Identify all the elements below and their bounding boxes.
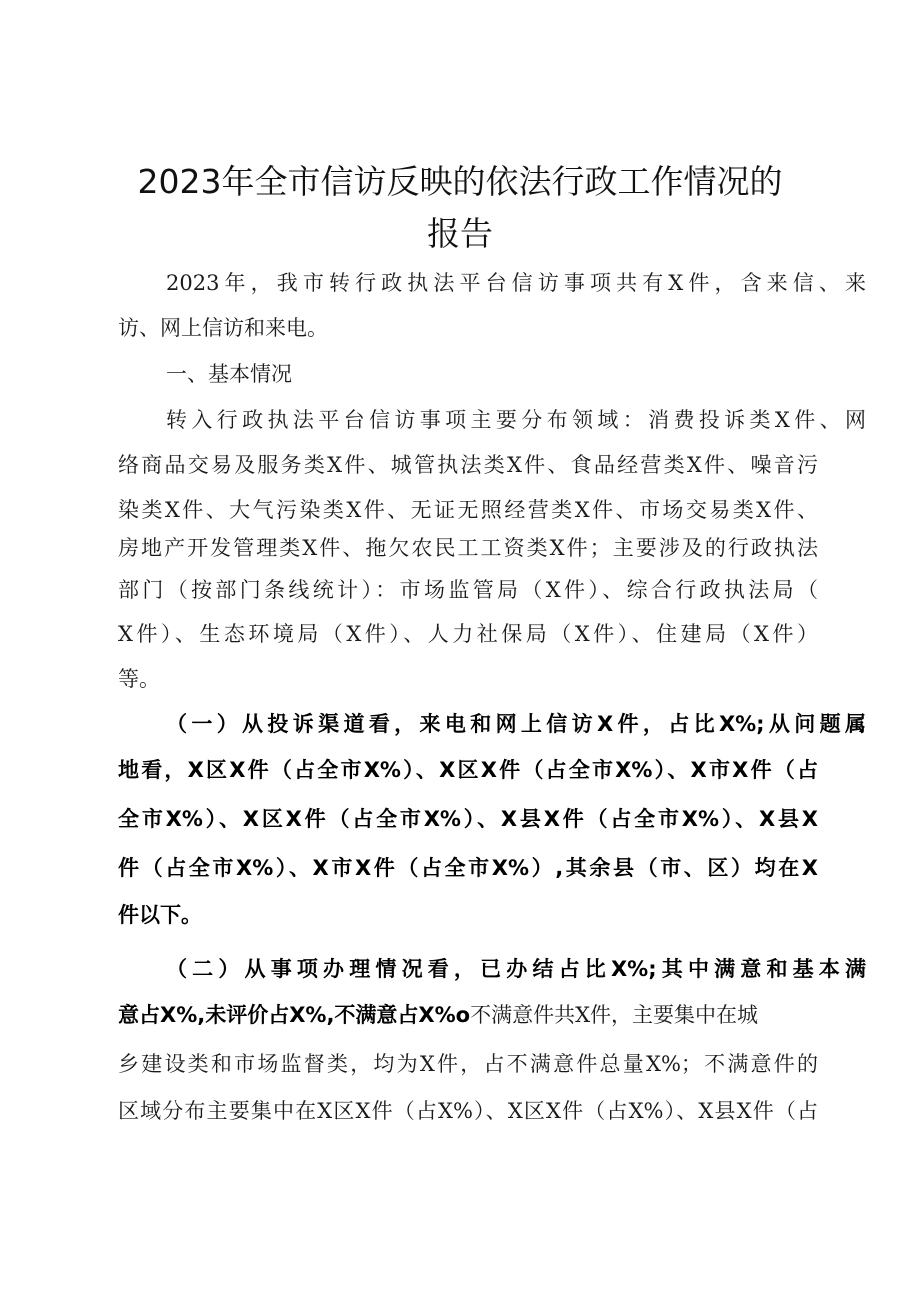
document-title-line-1: 2023年全市信访反映的依法行政工作情况的: [137, 162, 783, 201]
sub2-line-2-normal: 不满意件共X件，主要集中在城: [470, 1003, 759, 1027]
basic-line-2: 络商品交易及服务类X件、城管执法类X件、食品经营类X件、噪音污: [118, 453, 818, 477]
basic-line-1: 转入行政执法平台信访事项主要分布领域：消费投诉类X件、网: [166, 408, 866, 432]
sub2-line-2-bold: 意占X%,未评价占X%,不满意占X%o: [118, 1003, 471, 1027]
sub1-line-5: 件以下。: [118, 903, 202, 927]
sub1-line-4: 件（占全市X%）、X市X件（占全市X%）,其余县（市、区）均在X: [118, 856, 818, 880]
sub2-line-3: 乡建设类和市场监督类，均为X件，占不满意件总量X%；不满意件的: [118, 1052, 818, 1076]
basic-line-4: 房地产开发管理类X件、拖欠农民工工资类X件；主要涉及的行政执法: [118, 536, 818, 560]
sub2-line-4: 区域分布主要集中在X区X件（占X%）、X区X件（占X%）、X县X件（占: [118, 1099, 818, 1123]
basic-line-6: X件）、生态环境局（X件）、人力社保局（X件）、住建局（X件）: [118, 622, 818, 646]
sub2-line-2: [118, 1000, 818, 1030]
basic-line-5: 部门（按部门条线统计）：市场监管局（X件）、综合行政执法局（: [118, 578, 818, 602]
document-title-line-2: 报告: [427, 214, 493, 253]
intro-line-2: 访、网上信访和来电。: [118, 316, 328, 340]
sub1-line-2: 地看，X区X件（占全市X%）、X区X件（占全市X%）、X市X件（占: [118, 758, 818, 782]
intro-line-1: 2023年，我市转行政执法平台信访事项共有X件，含来信、来: [166, 271, 866, 295]
sub2-line-1: （二）从事项办理情况看，已办结占比X%;其中满意和基本满: [166, 957, 866, 981]
sub1-line-1: （一）从投诉渠道看，来电和网上信访X件，占比X%;从问题属: [166, 712, 866, 736]
basic-line-7: 等。: [118, 667, 160, 691]
basic-line-3: 染类X件、大气污染类X件、无证无照经营类X件、市场交易类X件、: [118, 498, 818, 522]
section-heading-basic: 一、基本情况: [166, 362, 292, 386]
sub1-line-3: 全市X%）、X区X件（占全市X%）、X县X件（占全市X%）、X县X: [118, 807, 818, 831]
